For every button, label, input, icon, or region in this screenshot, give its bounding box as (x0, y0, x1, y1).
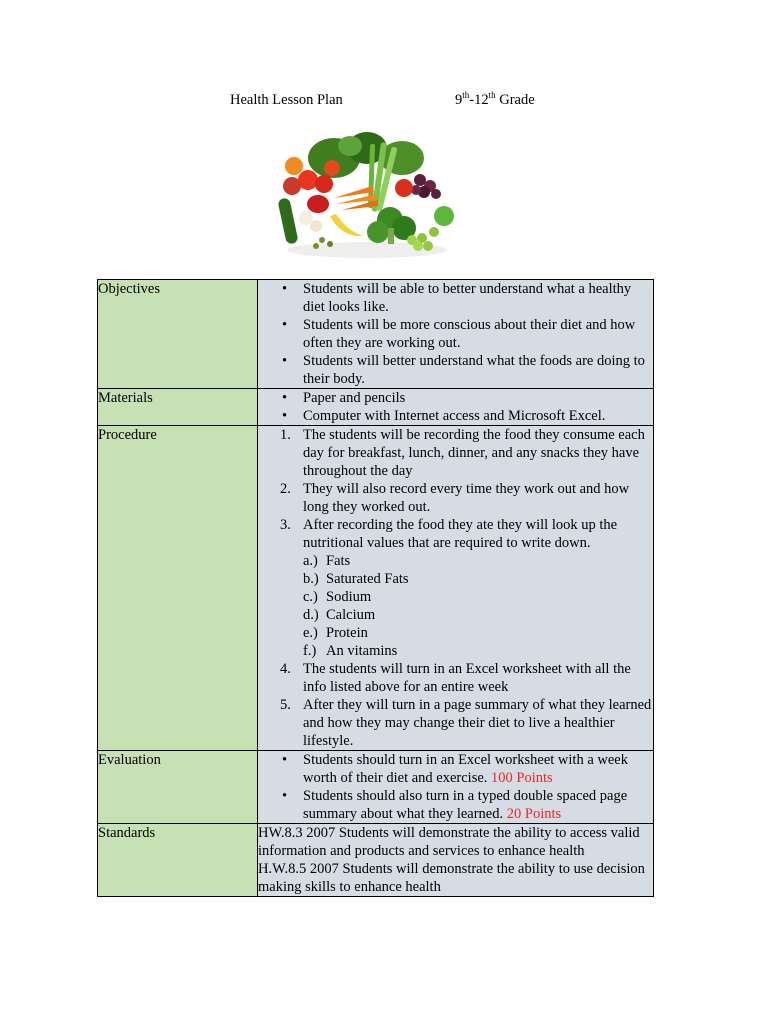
materials-row (98, 389, 654, 426)
evaluation-item: • Students should also turn in a typed double spaced page summary about what they learned. 20 Points (258, 787, 653, 823)
standard-line: HW.8.3 2007 Students will demonstrate the ability to access valid information and products and services to enhance health (258, 825, 640, 859)
document-title: Health Lesson Plan (230, 92, 343, 108)
objectives-content (258, 280, 654, 389)
procedure-step: 3. After recording the food they ate they will look up the nutritional values that are required to write down. a.) Fats b.) Saturated Fats c.) Sodium d.) Calcium e.) Protein f.) An vitamins (258, 516, 653, 660)
procedure-step: 5. After they will turn in a page summary of what they learned and how they may change their diet to live a healthier lifestyle. (280, 697, 652, 749)
vegetables-and-fruits-illustration (272, 128, 464, 263)
standard-line: H.W.8.5 2007 Students will demonstrate the ability to use decision making skills to enhance health (258, 861, 645, 895)
grade-range: 9th-12th Grade (455, 90, 535, 108)
lesson-plan-table (97, 279, 654, 897)
document-header (0, 92, 768, 114)
material-item: • Paper and pencils (258, 389, 653, 407)
procedure-step: 4. The students will turn in an Excel worksheet with all the info listed above for an entire week (280, 661, 631, 695)
nutrient-item: d.) Calcium (303, 607, 376, 623)
procedure-step: 1. The students will be recording the food they consume each day for breakfast, lunch, dinner, and any snacks they have throughout the day (280, 427, 645, 479)
standards-row (98, 824, 654, 897)
nutrient-item: c.) Sodium (303, 589, 372, 605)
materials-label: Materials (98, 389, 258, 426)
standards-label: Standards (98, 824, 258, 897)
procedure-step: 2. They will also record every time they work out and how long they worked out. (280, 481, 630, 515)
nutrient-item: f.) An vitamins (303, 643, 398, 659)
objectives-row (98, 280, 654, 389)
objective-item: • Students will be more conscious about their diet and how often they are working out. (258, 316, 653, 352)
evaluation-content (258, 751, 654, 824)
points-value: 100 Points (491, 770, 553, 786)
points-value: 20 Points (506, 806, 562, 822)
nutrient-item: e.) Protein (303, 625, 368, 641)
nutrient-item: a.) Fats (303, 553, 351, 569)
evaluation-label: Evaluation (98, 751, 258, 824)
evaluation-item: • Students should turn in an Excel worksheet with a week worth of their diet and exercise. 100 Points (258, 751, 653, 787)
material-item: • Computer with Internet access and Microsoft Excel. (258, 407, 653, 425)
procedure-row (98, 426, 654, 751)
evaluation-row (98, 751, 654, 824)
objectives-label: Objectives (98, 280, 258, 389)
objective-item: • Students will be able to better understand what a healthy diet looks like. (258, 280, 653, 316)
nutrient-list (303, 552, 653, 660)
procedure-label: Procedure (98, 426, 258, 751)
procedure-content (258, 426, 654, 751)
objective-item: • Students will better understand what the foods are doing to their body. (258, 352, 653, 388)
nutrient-item: b.) Saturated Fats (303, 571, 409, 587)
standards-content (258, 824, 654, 897)
materials-content (258, 389, 654, 426)
